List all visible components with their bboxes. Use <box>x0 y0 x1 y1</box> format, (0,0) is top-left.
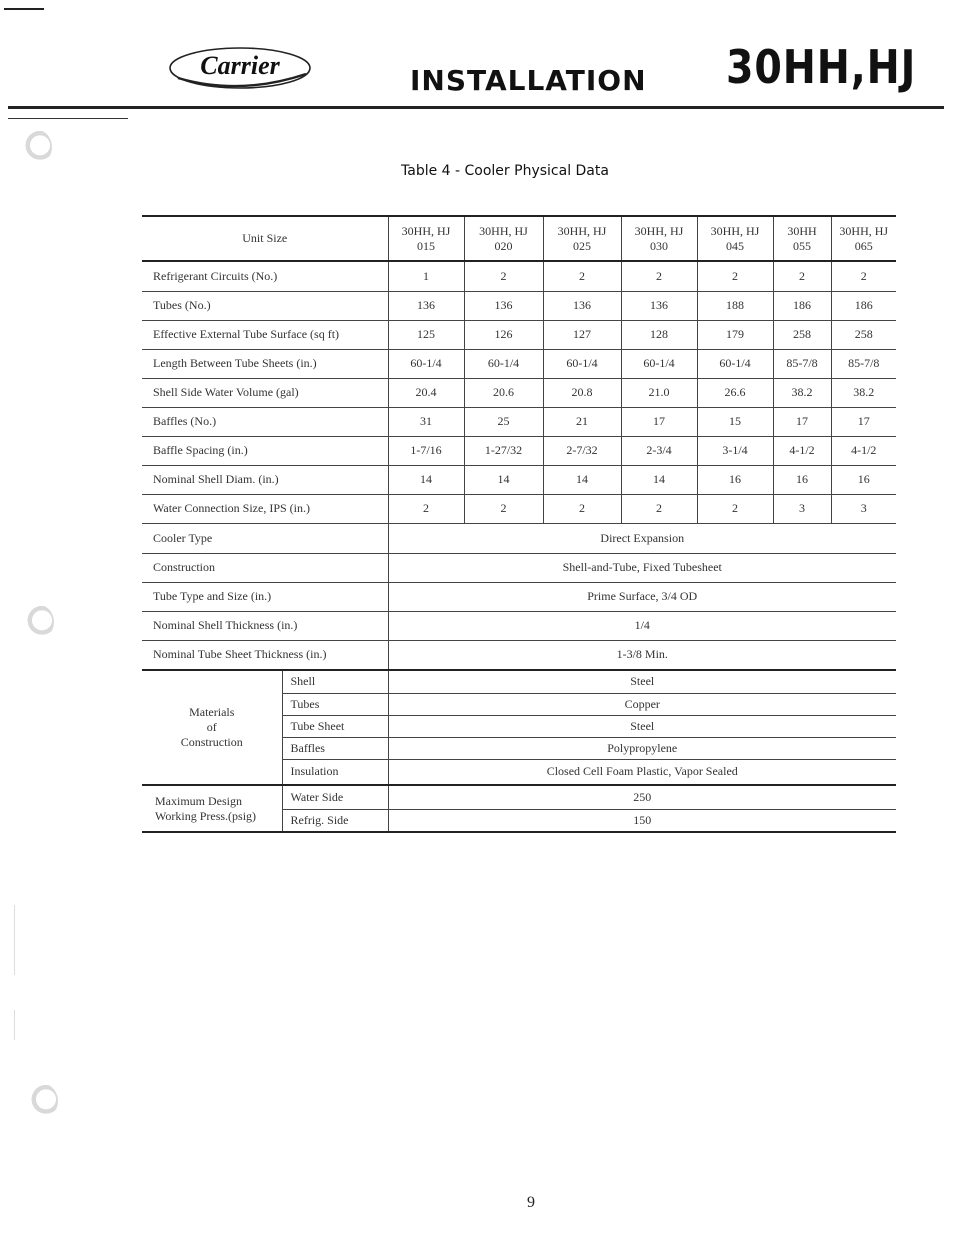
row-label: Construction <box>142 553 388 582</box>
table-cell: 25 <box>464 407 543 436</box>
table-cell: 126 <box>464 320 543 349</box>
table-row <box>142 261 896 291</box>
table-cell: 14 <box>388 465 464 494</box>
row-label: Length Between Tube Sheets (in.) <box>142 349 388 378</box>
table-cell: 14 <box>464 465 543 494</box>
brand-name: Carrier <box>200 51 280 80</box>
table-cell: 3 <box>773 494 831 523</box>
table-cell: 2 <box>697 261 773 291</box>
row-label: Tube Type and Size (in.) <box>142 582 388 611</box>
table-cell: 20.4 <box>388 378 464 407</box>
binder-hole-middle <box>24 605 54 639</box>
row-label: Nominal Tube Sheet Thickness (in.) <box>142 640 388 670</box>
table-cell: 127 <box>543 320 621 349</box>
table-cell: 20.6 <box>464 378 543 407</box>
table-cell: 60-1/4 <box>464 349 543 378</box>
material-part: Tubes <box>282 693 388 715</box>
column-header: 30HH, HJ 045 <box>697 216 773 261</box>
section-title: INSTALLATION <box>410 64 647 97</box>
table-cell: 2 <box>543 261 621 291</box>
table-cell: 17 <box>831 407 896 436</box>
pressure-group-label: Maximum Design Working Press.(psig) <box>142 785 282 832</box>
table-cell: 15 <box>697 407 773 436</box>
table-row <box>142 291 896 320</box>
table-cell: 125 <box>388 320 464 349</box>
table-cell: 136 <box>388 291 464 320</box>
table-title: Table 4 - Cooler Physical Data <box>401 163 609 179</box>
table-row <box>142 670 896 693</box>
material-value: Copper <box>388 693 896 715</box>
table-cell: 60-1/4 <box>388 349 464 378</box>
table-row <box>142 640 896 670</box>
table-cell: 2 <box>621 494 697 523</box>
row-label: Nominal Shell Diam. (in.) <box>142 465 388 494</box>
cooler-physical-data-table <box>142 215 896 833</box>
row-label: Shell Side Water Volume (gal) <box>142 378 388 407</box>
table-row <box>142 494 896 523</box>
material-part: Insulation <box>282 759 388 785</box>
table-row <box>142 349 896 378</box>
table-cell: 136 <box>621 291 697 320</box>
table-cell: 2 <box>464 494 543 523</box>
table-cell: 60-1/4 <box>543 349 621 378</box>
binder-hole-bottom <box>28 1084 58 1118</box>
row-label: Effective External Tube Surface (sq ft) <box>142 320 388 349</box>
table-cell: 2 <box>464 261 543 291</box>
material-value: Steel <box>388 715 896 737</box>
unit-size-label: Unit Size <box>142 216 388 261</box>
header-rule-short <box>8 118 128 119</box>
table-cell: 16 <box>697 465 773 494</box>
table-cell: 4-1/2 <box>831 436 896 465</box>
table-row <box>142 407 896 436</box>
corner-mark <box>4 8 44 10</box>
table-cell: 2 <box>388 494 464 523</box>
table-cell: 85-7/8 <box>773 349 831 378</box>
table-cell: 26.6 <box>697 378 773 407</box>
table-row <box>142 465 896 494</box>
row-label: Tubes (No.) <box>142 291 388 320</box>
table-cell: 188 <box>697 291 773 320</box>
table-cell: 2 <box>621 261 697 291</box>
row-label: Baffle Spacing (in.) <box>142 436 388 465</box>
material-value: Closed Cell Foam Plastic, Vapor Sealed <box>388 759 896 785</box>
table-cell: 16 <box>773 465 831 494</box>
page-number: 9 <box>527 1194 535 1211</box>
table-cell: Direct Expansion <box>388 523 896 553</box>
column-header: 30HH, HJ 015 <box>388 216 464 261</box>
table-cell: Prime Surface, 3/4 OD <box>388 582 896 611</box>
material-value: Steel <box>388 670 896 693</box>
row-label: Cooler Type <box>142 523 388 553</box>
table-cell: 60-1/4 <box>621 349 697 378</box>
table-cell: 136 <box>543 291 621 320</box>
table-cell: Shell-and-Tube, Fixed Tubesheet <box>388 553 896 582</box>
carrier-logo <box>166 44 314 92</box>
material-part: Shell <box>282 670 388 693</box>
table-cell: 60-1/4 <box>697 349 773 378</box>
table-cell: 3 <box>831 494 896 523</box>
model-title: 30HH,HJ <box>726 40 917 94</box>
row-label: Water Connection Size, IPS (in.) <box>142 494 388 523</box>
table-cell: 128 <box>621 320 697 349</box>
table-cell: 17 <box>773 407 831 436</box>
table-row <box>142 378 896 407</box>
pressure-part: Water Side <box>282 785 388 809</box>
table-cell: 21.0 <box>621 378 697 407</box>
pressure-value: 150 <box>388 809 896 832</box>
scan-artifact-line <box>14 905 15 975</box>
table-cell: 1/4 <box>388 611 896 640</box>
table-cell: 1-27/32 <box>464 436 543 465</box>
table-cell: 3-1/4 <box>697 436 773 465</box>
table-cell: 258 <box>831 320 896 349</box>
pressure-value: 250 <box>388 785 896 809</box>
table-row <box>142 611 896 640</box>
table-row <box>142 523 896 553</box>
binder-hole-top <box>22 130 52 164</box>
column-header: 30HH 055 <box>773 216 831 261</box>
table-cell: 21 <box>543 407 621 436</box>
material-part: Tube Sheet <box>282 715 388 737</box>
column-header: 30HH, HJ 030 <box>621 216 697 261</box>
materials-group-label: Materials of Construction <box>142 670 282 785</box>
scan-artifact-line <box>14 1010 15 1040</box>
table-cell: 2 <box>543 494 621 523</box>
column-header: 30HH, HJ 065 <box>831 216 896 261</box>
table-row <box>142 785 896 809</box>
table-cell: 179 <box>697 320 773 349</box>
table-cell: 258 <box>773 320 831 349</box>
table-cell: 14 <box>621 465 697 494</box>
table-row <box>142 553 896 582</box>
row-label: Baffles (No.) <box>142 407 388 436</box>
table-cell: 20.8 <box>543 378 621 407</box>
column-header: 30HH, HJ 025 <box>543 216 621 261</box>
table-cell: 1-7/16 <box>388 436 464 465</box>
table-cell: 186 <box>773 291 831 320</box>
table-cell: 2-3/4 <box>621 436 697 465</box>
table-cell: 2-7/32 <box>543 436 621 465</box>
table-row <box>142 320 896 349</box>
column-header: 30HH, HJ 020 <box>464 216 543 261</box>
table-cell: 186 <box>831 291 896 320</box>
table-cell: 2 <box>831 261 896 291</box>
material-value: Polypropylene <box>388 737 896 759</box>
table-cell: 2 <box>697 494 773 523</box>
pressure-part: Refrig. Side <box>282 809 388 832</box>
table-cell: 16 <box>831 465 896 494</box>
table-row <box>142 582 896 611</box>
table-row <box>142 436 896 465</box>
row-label: Refrigerant Circuits (No.) <box>142 261 388 291</box>
table-cell: 1-3/8 Min. <box>388 640 896 670</box>
material-part: Baffles <box>282 737 388 759</box>
header-rule <box>8 106 944 109</box>
header-row <box>142 216 896 261</box>
table-cell: 1 <box>388 261 464 291</box>
table-cell: 4-1/2 <box>773 436 831 465</box>
table-cell: 85-7/8 <box>831 349 896 378</box>
table-cell: 14 <box>543 465 621 494</box>
table-cell: 17 <box>621 407 697 436</box>
table-cell: 38.2 <box>831 378 896 407</box>
table-cell: 136 <box>464 291 543 320</box>
row-label: Nominal Shell Thickness (in.) <box>142 611 388 640</box>
table-cell: 38.2 <box>773 378 831 407</box>
table-cell: 31 <box>388 407 464 436</box>
table-cell: 2 <box>773 261 831 291</box>
